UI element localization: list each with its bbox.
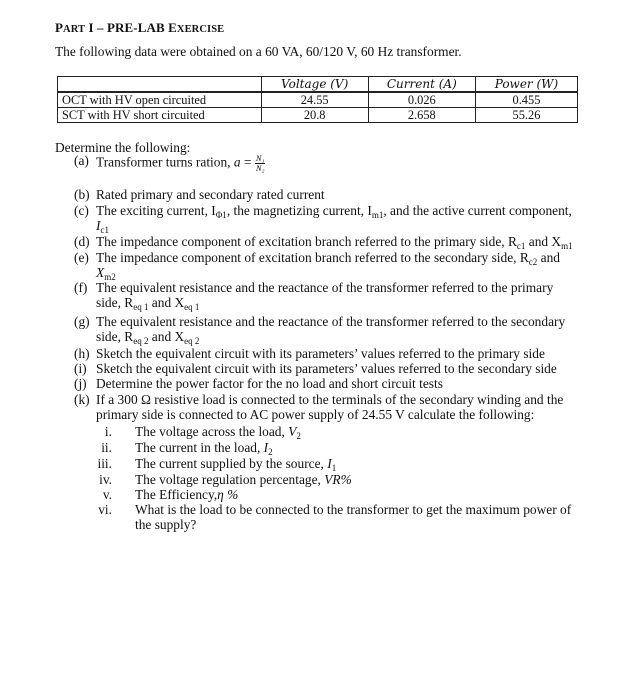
table-header-cell: Voltage (V) — [261, 77, 368, 93]
table-cell: 0.026 — [368, 92, 475, 108]
table-header-cell: Current (A) — [368, 77, 475, 93]
table-cell: 55.26 — [475, 108, 577, 123]
table-cell: SCT with HV short circuited — [58, 108, 262, 123]
table-cell: 20.8 — [261, 108, 368, 123]
section-heading: PART I – PRE-LAB EXERCISE — [55, 20, 225, 35]
intro-text: The following data were obtained on a 60 VA, 60/120 V, 60 Hz transformer. — [55, 44, 462, 59]
determine-label: Determine the following: — [55, 140, 191, 155]
table-cell: 24.55 — [261, 92, 368, 108]
table-row — [58, 92, 578, 108]
table-header-cell — [58, 77, 262, 93]
table-cell: 0.455 — [475, 92, 577, 108]
document-page: PART I – PRE-LAB EXERCISE The following data were obtained on a 60 VA, 60/120 V, 60 Hz transformer. Voltage (V) Current (A) Power (W) OCT with HV open circuited 24.55 0.026 0.455 SCT with HV short circuited 20.8 2.658 55.26 Determine the following: (a) Transformer turns ration, a = $\frac{\text{N₁}}{\text{N₂}}$ (b) Rated primary and secondary rated current (c) The exciting current, $I_{\Phi 1}$, the magnetizing current, $I_{m1}$, and the active current component, $I_{c1}$ (d) The impedance component of excitation branch referred to the primary side, $R_{c1}$ and $X_{m1}$ (e) The impedance component of excitation branch referred to the secondary side, $R_{c2}$ and $X_{m2}$ (f) The equivalent resistance and the reactance of the transformer referred to the primary side, $R_{eq 1}$ and $X_{eq 1}$ (g) The equivalent resistance and the reactance of the transformer referred to the secondary side, $R_{eq 2}$ and $X_{eq 2}$ (h) Sketch the equivalent circuit with its parameters’ values referred to the primary side (i) Sketch the equivalent circuit with its parameters’ values referred to the secondary side (j) Determine the power factor for the no load and short circuit tests (k) If a 300 Ω resistive load is connected to the terminals of the secondary winding and the primary side is connected to AC power supply of 24.55 V calculate the following: i. The voltage across the load, $V_2$ ii. The current in the load, $I_2$ iii. The current supplied by the source, $I_1$ iv. The voltage regulation percentage, VR% v. The Efficiency,η % vi. What is the load to be connected to the transformer to get the maximum power of the supply? — [0, 0, 633, 700]
test-data-table — [57, 76, 578, 123]
fraction: $\frac{\text{N₁}}{\text{N₂}}$ — [255, 153, 265, 173]
table-cell: OCT with HV open circuited — [58, 92, 262, 108]
table-cell: 2.658 — [368, 108, 475, 123]
table-row — [58, 108, 578, 123]
table-header-cell: Power (W) — [475, 77, 577, 93]
table-header-row — [58, 77, 578, 93]
